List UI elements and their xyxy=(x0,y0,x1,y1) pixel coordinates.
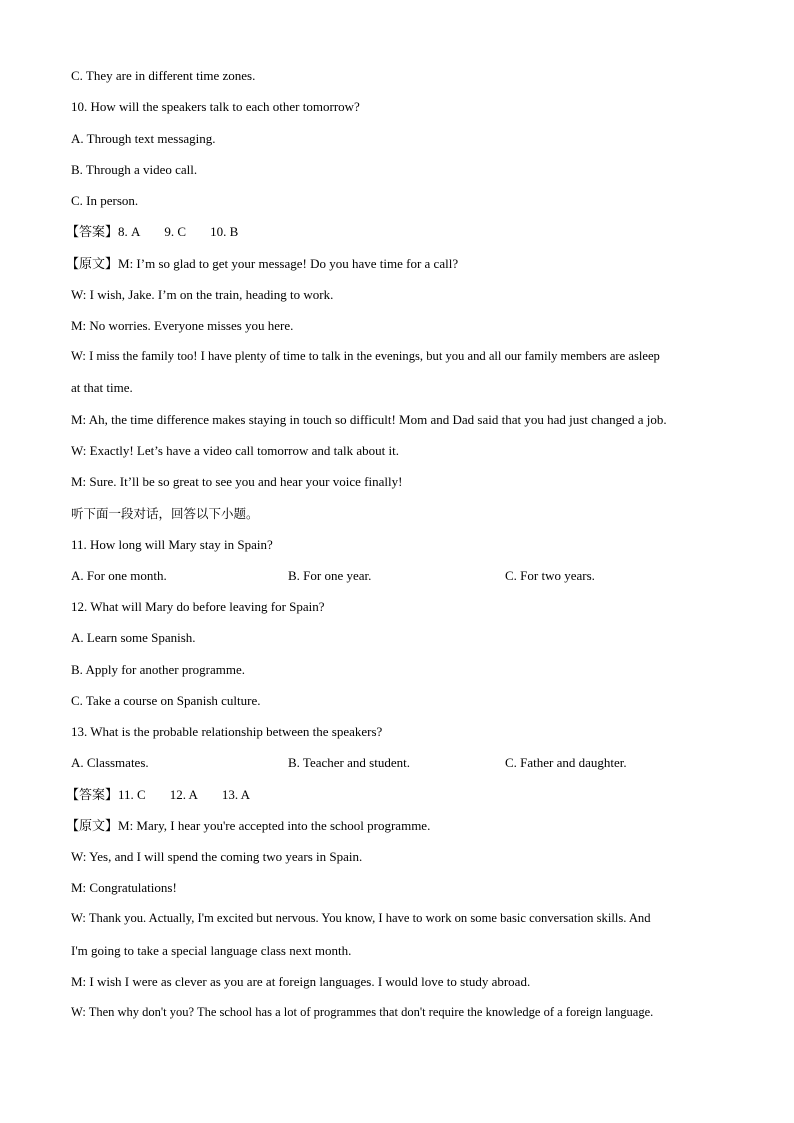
q12-option-a: A. Learn some Spanish. xyxy=(71,630,196,645)
transcript-1-line: W: I miss the family too! I have plenty of time to talk in the evenings, but you and all our family members are asleep xyxy=(71,349,660,363)
transcript-2-line: W: Thank you. Actually, I'm excited but nervous. You know, I have to work on some basic conversation skills. And xyxy=(71,911,651,925)
q13-option-c: C. Father and daughter. xyxy=(505,755,627,770)
transcript-1-line: M: Sure. It’ll be so great to see you and hear your voice finally! xyxy=(71,474,403,489)
transcript-1-line: M: Ah, the time difference makes staying in touch so difficult! Mom and Dad said that you had just changed a job. xyxy=(71,412,667,427)
answer-item: 9. C xyxy=(164,224,187,239)
q10-option-b: B. Through a video call. xyxy=(71,162,198,177)
q11-option-a: A. For one month. xyxy=(71,568,167,583)
transcript-text: M: I’m so glad to get your message! Do you have time for a call? xyxy=(118,256,459,271)
answer-item: 11. C xyxy=(118,787,146,802)
q13-question: 13. What is the probable relationship between the speakers? xyxy=(71,724,383,739)
transcript-label: 【原文】 xyxy=(66,256,119,271)
q10-option-a: A. Through text messaging. xyxy=(71,131,216,146)
answer-item: 12. A xyxy=(169,787,198,802)
q11-option-b: B. For one year. xyxy=(288,568,372,583)
q12-option-c: C. Take a course on Spanish culture. xyxy=(71,693,261,708)
transcript-2-line: I'm going to take a special language class next month. xyxy=(71,943,352,958)
transcript-2-first-line xyxy=(66,817,430,834)
transcript-2-line: W: Then why don't you? The school has a lot of programmes that don't require the knowledge of a foreign language. xyxy=(71,1005,654,1019)
answer-item: 10. B xyxy=(210,224,239,239)
q10-question: 10. How will the speakers talk to each other tomorrow? xyxy=(71,99,360,114)
answer-label: 【答案】 xyxy=(66,224,119,239)
transcript-1-line: M: No worries. Everyone misses you here. xyxy=(71,318,294,333)
q9-option-c: C. They are in different time zones. xyxy=(71,68,256,83)
transcript-1-line: W: Exactly! Let’s have a video call tomorrow and talk about it. xyxy=(71,443,400,458)
transcript-1-first-line xyxy=(66,255,458,272)
q11-option-c: C. For two years. xyxy=(505,568,595,583)
q12-option-b: B. Apply for another programme. xyxy=(71,662,246,677)
q11-question: 11. How long will Mary stay in Spain? xyxy=(71,537,273,552)
transcript-text: M: Mary, I hear you're accepted into the school programme. xyxy=(118,818,431,833)
transcript-1-line: W: I wish, Jake. I’m on the train, heading to work. xyxy=(71,287,334,302)
answer-item: 8. A xyxy=(118,224,141,239)
answer-key-1 xyxy=(66,223,238,240)
q10-option-c: C. In person. xyxy=(71,193,139,208)
answer-item: 13. A xyxy=(221,787,251,802)
q13-option-a: A. Classmates. xyxy=(71,755,149,770)
q12-question: 12. What will Mary do before leaving for Spain? xyxy=(71,599,325,614)
transcript-2-line: M: I wish I were as clever as you are at foreign languages. I would love to study abroad. xyxy=(71,974,531,989)
listening-instruction: 听下面一段对话，回答以下小题。 xyxy=(71,506,259,521)
transcript-2-line: M: Congratulations! xyxy=(71,880,177,895)
answer-label: 【答案】 xyxy=(66,787,119,802)
transcript-1-line: at that time. xyxy=(71,380,133,395)
transcript-2-line: W: Yes, and I will spend the coming two years in Spain. xyxy=(71,849,363,864)
transcript-label: 【原文】 xyxy=(66,818,119,833)
answer-key-2 xyxy=(66,786,250,803)
q13-option-b: B. Teacher and student. xyxy=(288,755,410,770)
